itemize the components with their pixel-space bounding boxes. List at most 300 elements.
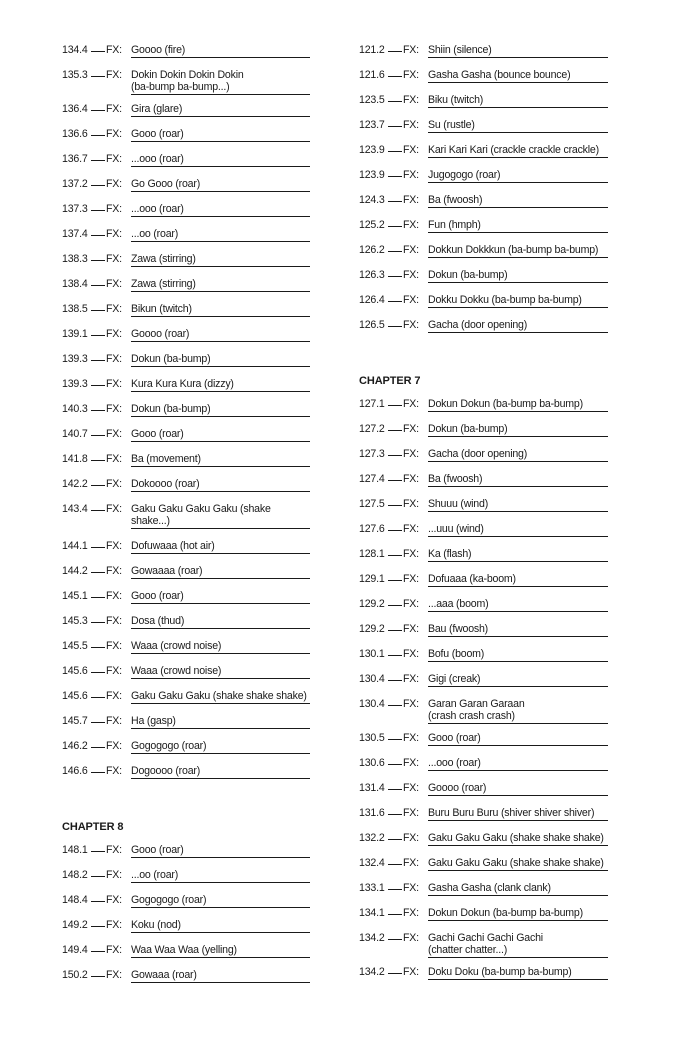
entry-translation: ...ooo (roar): [131, 153, 310, 167]
entry-page-number: 148.1: [62, 844, 88, 856]
entry-dash-line: [388, 864, 402, 865]
entry-dash-line: [388, 789, 402, 790]
entry-page-number: 139.3: [62, 353, 88, 365]
section-gap: [62, 790, 310, 820]
fx-entry: [62, 178, 310, 192]
fx-entry: [359, 94, 608, 108]
entry-page-number: 134.1: [359, 907, 385, 919]
entry-dash-line: [91, 876, 105, 877]
entry-fx-label: FX:: [403, 573, 419, 585]
fx-entry: [359, 169, 608, 183]
entry-dash-line: [388, 814, 402, 815]
entry-fx-label: FX:: [403, 473, 419, 485]
entry-page-number: 149.4: [62, 944, 88, 956]
entry-dash-line: [388, 705, 402, 706]
entry-dash-line: [91, 285, 105, 286]
left-entry-list: [62, 44, 310, 779]
entry-page-number: 130.4: [359, 673, 385, 685]
entry-fx-label: FX:: [403, 144, 419, 156]
entry-fx-label: FX:: [106, 765, 122, 777]
entry-page-number: 150.2: [62, 969, 88, 981]
fx-entry: [62, 740, 310, 754]
entry-page-number: 130.4: [359, 698, 385, 710]
entry-page-number: 138.3: [62, 253, 88, 265]
entry-dash-line: [91, 926, 105, 927]
entry-fx-label: FX:: [403, 882, 419, 894]
entry-page-number: 138.4: [62, 278, 88, 290]
entry-dash-line: [388, 973, 402, 974]
entry-page-number: 126.5: [359, 319, 385, 331]
entry-translation: Gowaaaa (roar): [131, 565, 310, 579]
entry-translation: Gooo (roar): [131, 428, 310, 442]
fx-entry: [359, 69, 608, 83]
entry-page-number: 136.4: [62, 103, 88, 115]
chapter-7-entry-list: [359, 398, 608, 980]
entry-translation: Gooo (roar): [131, 590, 310, 604]
entry-fx-label: FX:: [106, 203, 122, 215]
entry-page-number: 148.2: [62, 869, 88, 881]
entry-dash-line: [91, 672, 105, 673]
entry-fx-label: FX:: [403, 782, 419, 794]
entry-fx-label: FX:: [403, 832, 419, 844]
entry-page-number: 143.4: [62, 503, 88, 515]
entry-dash-line: [91, 235, 105, 236]
entry-translation: ...uuu (wind): [428, 523, 608, 537]
entry-fx-label: FX:: [403, 423, 419, 435]
entry-fx-label: FX:: [403, 119, 419, 131]
entry-translation: Gaku Gaku Gaku (shake shake shake): [131, 690, 310, 704]
entry-translation: Gacha (door opening): [428, 448, 608, 462]
entry-translation: Gaku Gaku Gaku (shake shake shake): [428, 857, 608, 871]
fx-entry: [359, 832, 608, 846]
fx-entry: [359, 966, 608, 980]
fx-entry: [62, 844, 310, 858]
entry-page-number: 145.5: [62, 640, 88, 652]
entry-page-number: 145.7: [62, 715, 88, 727]
entry-dash-line: [388, 251, 402, 252]
entry-translation: Dokku Dokku (ba-bump ba-bump): [428, 294, 608, 308]
entry-dash-line: [388, 939, 402, 940]
fx-entry: [359, 194, 608, 208]
entry-page-number: 130.6: [359, 757, 385, 769]
entry-translation: Shuuu (wind): [428, 498, 608, 512]
entry-fx-label: FX:: [106, 640, 122, 652]
entry-fx-label: FX:: [106, 228, 122, 240]
entry-fx-label: FX:: [106, 253, 122, 265]
entry-translation: Shiin (silence): [428, 44, 608, 58]
entry-fx-label: FX:: [106, 353, 122, 365]
fx-entry: [62, 378, 310, 392]
entry-page-number: 133.1: [359, 882, 385, 894]
entry-page-number: 130.1: [359, 648, 385, 660]
entry-translation: ...ooo (roar): [131, 203, 310, 217]
fx-entry: [359, 244, 608, 258]
entry-dash-line: [91, 185, 105, 186]
entry-translation: Su (rustle): [428, 119, 608, 133]
entry-fx-label: FX:: [106, 428, 122, 440]
entry-page-number: 121.6: [359, 69, 385, 81]
entry-fx-label: FX:: [403, 448, 419, 460]
entry-fx-label: FX:: [403, 319, 419, 331]
fx-entry: [359, 294, 608, 308]
fx-entry: [359, 757, 608, 771]
entry-page-number: 132.2: [359, 832, 385, 844]
entry-page-number: 132.4: [359, 857, 385, 869]
entry-dash-line: [91, 851, 105, 852]
entry-dash-line: [388, 764, 402, 765]
entry-dash-line: [91, 572, 105, 573]
fx-entry: [359, 732, 608, 746]
entry-page-number: 136.6: [62, 128, 88, 140]
entry-fx-label: FX:: [403, 69, 419, 81]
entry-page-number: 134.4: [62, 44, 88, 56]
entry-fx-label: FX:: [106, 565, 122, 577]
entry-translation: Dosa (thud): [131, 615, 310, 629]
entry-translation: Dokun (ba-bump): [428, 423, 608, 437]
entry-dash-line: [91, 722, 105, 723]
entry-page-number: 124.3: [359, 194, 385, 206]
entry-page-number: 144.2: [62, 565, 88, 577]
fx-entry: [62, 328, 310, 342]
entry-fx-label: FX:: [106, 894, 122, 906]
entry-fx-label: FX:: [403, 44, 419, 56]
entry-translation: Ba (fwoosh): [428, 473, 608, 487]
entry-page-number: 129.2: [359, 598, 385, 610]
entry-fx-label: FX:: [403, 648, 419, 660]
entry-translation: Gacha (door opening): [428, 319, 608, 333]
fx-entry: [62, 969, 310, 983]
entry-dash-line: [91, 210, 105, 211]
entry-fx-label: FX:: [403, 219, 419, 231]
entry-translation: Doku Doku (ba-bump ba-bump): [428, 966, 608, 980]
entry-translation: ...oo (roar): [131, 228, 310, 242]
entry-translation: Go Gooo (roar): [131, 178, 310, 192]
entry-translation: Dokun Dokun (ba-bump ba-bump): [428, 907, 608, 921]
entry-dash-line: [388, 455, 402, 456]
fx-entry: [359, 882, 608, 896]
entry-page-number: 127.5: [359, 498, 385, 510]
entry-dash-line: [388, 76, 402, 77]
entry-page-number: 123.9: [359, 144, 385, 156]
fx-entry: [62, 228, 310, 242]
entry-page-number: 145.6: [62, 665, 88, 677]
entry-translation: Gasha Gasha (bounce bounce): [428, 69, 608, 83]
entry-fx-label: FX:: [106, 690, 122, 702]
entry-fx-label: FX:: [403, 623, 419, 635]
entry-page-number: 145.6: [62, 690, 88, 702]
fx-entry: [62, 303, 310, 317]
entry-translation: Ba (movement): [131, 453, 310, 467]
entry-fx-label: FX:: [106, 103, 122, 115]
fx-entry: [62, 353, 310, 367]
entry-translation: ...ooo (roar): [428, 757, 608, 771]
entry-translation: Dofuwaaa (hot air): [131, 540, 310, 554]
entry-page-number: 126.4: [359, 294, 385, 306]
entry-dash-line: [91, 76, 105, 77]
entry-fx-label: FX:: [106, 740, 122, 752]
fx-entry: [359, 448, 608, 462]
entry-page-number: 145.3: [62, 615, 88, 627]
entry-fx-label: FX:: [106, 453, 122, 465]
fx-entry: [359, 319, 608, 333]
entry-dash-line: [388, 555, 402, 556]
entry-translation: ...aaa (boom): [428, 598, 608, 612]
entry-translation: Gowaaa (roar): [131, 969, 310, 983]
right-entry-list: [359, 44, 608, 333]
entry-dash-line: [388, 301, 402, 302]
entry-translation: Zawa (stirring): [131, 278, 310, 292]
fx-entry: [359, 698, 608, 724]
entry-fx-label: FX:: [106, 969, 122, 981]
entry-translation: Bau (fwoosh): [428, 623, 608, 637]
entry-translation: Gooo (roar): [131, 844, 310, 858]
section-gap: [359, 344, 608, 374]
fx-entry: [62, 565, 310, 579]
entry-translation: Jugogogo (roar): [428, 169, 608, 183]
entry-page-number: 131.6: [359, 807, 385, 819]
entry-translation: Dokun (ba-bump): [131, 403, 310, 417]
fx-entry: [359, 269, 608, 283]
entry-fx-label: FX:: [106, 590, 122, 602]
entry-page-number: 127.1: [359, 398, 385, 410]
entry-dash-line: [91, 160, 105, 161]
entry-translation: Dofuaaa (ka-boom): [428, 573, 608, 587]
chapter-7-heading: CHAPTER 7: [359, 375, 421, 387]
entry-fx-label: FX:: [106, 378, 122, 390]
entry-translation: Garan Garan Garaan (crash crash crash): [428, 698, 608, 724]
entry-page-number: 148.4: [62, 894, 88, 906]
entry-dash-line: [91, 951, 105, 952]
entry-page-number: 145.1: [62, 590, 88, 602]
entry-page-number: 144.1: [62, 540, 88, 552]
entry-dash-line: [91, 51, 105, 52]
fx-entry: [62, 590, 310, 604]
entry-dash-line: [91, 460, 105, 461]
fx-entry: [62, 690, 310, 704]
entry-fx-label: FX:: [106, 178, 122, 190]
entry-page-number: 146.2: [62, 740, 88, 752]
entry-fx-label: FX:: [106, 919, 122, 931]
fx-entry: [62, 944, 310, 958]
entry-translation: Gasha Gasha (clank clank): [428, 882, 608, 896]
entry-translation: Gogogogo (roar): [131, 740, 310, 754]
entry-dash-line: [91, 647, 105, 648]
entry-dash-line: [91, 135, 105, 136]
entry-fx-label: FX:: [403, 598, 419, 610]
entry-page-number: 128.1: [359, 548, 385, 560]
entry-dash-line: [91, 335, 105, 336]
entry-dash-line: [91, 485, 105, 486]
entry-dash-line: [388, 605, 402, 606]
entry-page-number: 129.2: [359, 623, 385, 635]
entry-dash-line: [388, 176, 402, 177]
entry-fx-label: FX:: [403, 966, 419, 978]
entry-fx-label: FX:: [403, 857, 419, 869]
entry-translation: Gaku Gaku Gaku (shake shake shake): [428, 832, 608, 846]
fx-entry: [62, 615, 310, 629]
entry-dash-line: [91, 310, 105, 311]
entry-page-number: 127.2: [359, 423, 385, 435]
entry-translation: Biku (twitch): [428, 94, 608, 108]
entry-page-number: 136.7: [62, 153, 88, 165]
entry-page-number: 125.2: [359, 219, 385, 231]
entry-page-number: 141.8: [62, 453, 88, 465]
entry-dash-line: [388, 914, 402, 915]
entry-dash-line: [91, 110, 105, 111]
entry-translation: ...oo (roar): [131, 869, 310, 883]
entry-dash-line: [388, 630, 402, 631]
fx-entry: [359, 548, 608, 562]
right-column: [359, 44, 608, 991]
fx-entry: [359, 473, 608, 487]
fx-entry: [359, 144, 608, 158]
entry-page-number: 127.3: [359, 448, 385, 460]
fx-entry: [62, 428, 310, 442]
entry-fx-label: FX:: [106, 303, 122, 315]
entry-page-number: 121.2: [359, 44, 385, 56]
fx-entry: [359, 573, 608, 587]
fx-entry: [359, 932, 608, 958]
entry-dash-line: [91, 435, 105, 436]
entry-dash-line: [388, 480, 402, 481]
fx-entry: [62, 869, 310, 883]
entry-dash-line: [91, 901, 105, 902]
entry-fx-label: FX:: [403, 523, 419, 535]
entry-dash-line: [91, 697, 105, 698]
entry-dash-line: [388, 101, 402, 102]
fx-entry: [62, 253, 310, 267]
entry-translation: Gooo (roar): [131, 128, 310, 142]
fx-entry: [62, 540, 310, 554]
fx-entry: [359, 498, 608, 512]
entry-translation: Kari Kari Kari (crackle crackle crackle): [428, 144, 608, 158]
entry-fx-label: FX:: [106, 615, 122, 627]
entry-fx-label: FX:: [106, 665, 122, 677]
fx-entry: [62, 894, 310, 908]
entry-dash-line: [91, 385, 105, 386]
entry-dash-line: [388, 530, 402, 531]
entry-translation: Kura Kura Kura (dizzy): [131, 378, 310, 392]
entry-dash-line: [91, 747, 105, 748]
entry-fx-label: FX:: [106, 44, 122, 56]
entry-dash-line: [388, 430, 402, 431]
entry-fx-label: FX:: [106, 844, 122, 856]
entry-fx-label: FX:: [403, 698, 419, 710]
fx-entry: [359, 857, 608, 871]
fx-entry: [359, 598, 608, 612]
entry-page-number: 137.4: [62, 228, 88, 240]
entry-page-number: 126.2: [359, 244, 385, 256]
entry-fx-label: FX:: [106, 403, 122, 415]
fx-entry: [62, 44, 310, 58]
entry-translation: Buru Buru Buru (shiver shiver shiver): [428, 807, 608, 821]
entry-page-number: 127.4: [359, 473, 385, 485]
entry-translation: Ha (gasp): [131, 715, 310, 729]
entry-dash-line: [388, 405, 402, 406]
entry-dash-line: [91, 510, 105, 511]
entry-dash-line: [388, 51, 402, 52]
entry-fx-label: FX:: [106, 478, 122, 490]
chapter-8-heading: CHAPTER 8: [62, 821, 124, 833]
entry-fx-label: FX:: [403, 907, 419, 919]
entry-dash-line: [91, 360, 105, 361]
fx-entry: [62, 103, 310, 117]
entry-fx-label: FX:: [403, 244, 419, 256]
entry-translation: Dokun Dokun (ba-bump ba-bump): [428, 398, 608, 412]
entry-translation: Dokin Dokin Dokin Dokin (ba-bump ba-bump...): [131, 69, 310, 95]
entry-dash-line: [388, 889, 402, 890]
fx-entry: [62, 403, 310, 417]
entry-dash-line: [388, 580, 402, 581]
entry-fx-label: FX:: [403, 294, 419, 306]
entry-page-number: 137.2: [62, 178, 88, 190]
fx-entry: [62, 203, 310, 217]
fx-entry: [359, 907, 608, 921]
entry-fx-label: FX:: [403, 807, 419, 819]
entry-page-number: 137.3: [62, 203, 88, 215]
entry-page-number: 139.1: [62, 328, 88, 340]
entry-page-number: 129.1: [359, 573, 385, 585]
fx-entry: [62, 640, 310, 654]
entry-dash-line: [388, 201, 402, 202]
entry-fx-label: FX:: [403, 673, 419, 685]
entry-fx-label: FX:: [106, 278, 122, 290]
fx-entry: [62, 478, 310, 492]
entry-page-number: 140.3: [62, 403, 88, 415]
entry-fx-label: FX:: [106, 715, 122, 727]
entry-translation: Dokun (ba-bump): [131, 353, 310, 367]
entry-page-number: 127.6: [359, 523, 385, 535]
fx-entry: [359, 782, 608, 796]
entry-fx-label: FX:: [106, 869, 122, 881]
entry-page-number: 138.5: [62, 303, 88, 315]
entry-translation: Ba (fwoosh): [428, 194, 608, 208]
fx-entry: [62, 128, 310, 142]
entry-page-number: 146.6: [62, 765, 88, 777]
fx-entry: [62, 153, 310, 167]
entry-translation: Zawa (stirring): [131, 253, 310, 267]
entry-fx-label: FX:: [403, 757, 419, 769]
entry-dash-line: [388, 226, 402, 227]
entry-page-number: 134.2: [359, 932, 385, 944]
entry-translation: Ka (flash): [428, 548, 608, 562]
entry-translation: Gigi (creak): [428, 673, 608, 687]
fx-entry: [62, 69, 310, 95]
entry-page-number: 139.3: [62, 378, 88, 390]
entry-dash-line: [388, 839, 402, 840]
fx-entry: [62, 503, 310, 529]
entry-translation: Gachi Gachi Gachi Gachi (chatter chatter...): [428, 932, 608, 958]
entry-translation: Bofu (boom): [428, 648, 608, 662]
fx-entry: [62, 665, 310, 679]
entry-dash-line: [388, 680, 402, 681]
entry-dash-line: [91, 547, 105, 548]
fx-entry: [359, 423, 608, 437]
entry-page-number: 142.2: [62, 478, 88, 490]
entry-page-number: 123.5: [359, 94, 385, 106]
entry-translation: Waaa (crowd noise): [131, 665, 310, 679]
entry-translation: Goooo (roar): [428, 782, 608, 796]
entry-fx-label: FX:: [106, 153, 122, 165]
entry-page-number: 140.7: [62, 428, 88, 440]
entry-dash-line: [91, 597, 105, 598]
fx-entry: [359, 398, 608, 412]
entry-dash-line: [91, 772, 105, 773]
fx-entry: [62, 765, 310, 779]
entry-page-number: 135.3: [62, 69, 88, 81]
entry-translation: Goooo (roar): [131, 328, 310, 342]
entry-page-number: 130.5: [359, 732, 385, 744]
